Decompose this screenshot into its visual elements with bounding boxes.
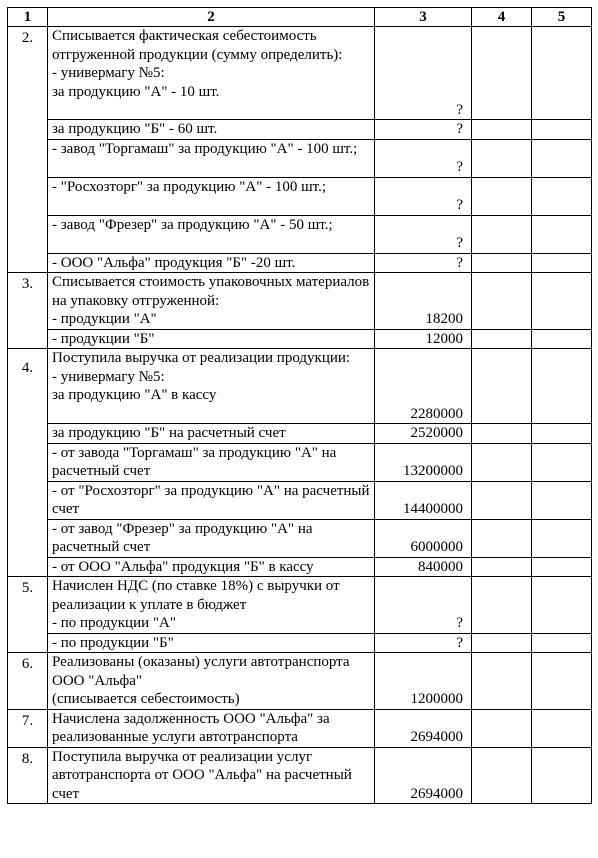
entry-line-row <box>8 349 592 424</box>
entry-line-row <box>8 443 592 481</box>
entry-line-row <box>8 27 592 120</box>
entry-line-row <box>8 557 592 577</box>
ledger-table <box>7 7 592 804</box>
entry-debit-cell <box>472 481 532 519</box>
entry-line-row <box>8 577 592 634</box>
entry-amount: ? <box>375 139 472 177</box>
header-col-2: 2 <box>48 8 375 27</box>
entry-description: Поступила выручка от реализации продукции: - универмагу №5: за продукцию "А" в кассу <box>48 349 375 424</box>
entry-amount: ? <box>375 120 472 140</box>
entry-description: - от завода "Торгамаш" за продукцию "А" на расчетный счет <box>48 443 375 481</box>
entry-number: 7. <box>8 709 48 747</box>
entry-amount: ? <box>375 27 472 120</box>
entry-credit-cell <box>532 577 592 634</box>
entry-credit-cell <box>532 139 592 177</box>
entry-description: - завод "Торгамаш" за продукцию "А" - 100 шт.; <box>48 139 375 177</box>
entry-description: Реализованы (оказаны) услуги автотранспорта ООО "Альфа" (списывается себестоимость) <box>48 653 375 710</box>
entry-line-row <box>8 253 592 273</box>
entry-credit-cell <box>532 519 592 557</box>
entry-amount: 840000 <box>375 557 472 577</box>
entry-line-row <box>8 120 592 140</box>
entry-debit-cell <box>472 215 532 253</box>
entry-debit-cell <box>472 27 532 120</box>
entry-debit-cell <box>472 633 532 653</box>
entry-line-row <box>8 329 592 349</box>
entry-line-row <box>8 653 592 710</box>
entry-description: за продукцию "Б" на расчетный счет <box>48 424 375 444</box>
entry-debit-cell <box>472 120 532 140</box>
header-row <box>8 8 592 27</box>
entry-description: Списывается фактическая себестоимость отгруженной продукции (сумму определить): - универмагу №5: за продукцию "А" - 10 шт. <box>48 27 375 120</box>
entry-description: - завод "Фрезер" за продукцию "А" - 50 шт.; <box>48 215 375 253</box>
entry-number: 8. <box>8 747 48 804</box>
entry-description: - ООО "Альфа" продукция "Б" -20 шт. <box>48 253 375 273</box>
entry-amount: ? <box>375 633 472 653</box>
entry-line-row <box>8 747 592 804</box>
entry-amount: 2280000 <box>375 349 472 424</box>
entry-debit-cell <box>472 747 532 804</box>
entry-description: - по продукции "Б" <box>48 633 375 653</box>
entry-debit-cell <box>472 557 532 577</box>
entry-credit-cell <box>532 709 592 747</box>
entry-amount: 18200 <box>375 273 472 330</box>
entry-debit-cell <box>472 273 532 330</box>
entry-description: - от завод "Фрезер" за продукцию "А" на расчетный счет <box>48 519 375 557</box>
entry-line-row <box>8 273 592 330</box>
entry-line-row <box>8 139 592 177</box>
header-col-4: 4 <box>472 8 532 27</box>
entry-number: 5. <box>8 577 48 653</box>
entry-credit-cell <box>532 349 592 424</box>
entry-description: Начислена задолженность ООО "Альфа" за реализованные услуги автотранспорта <box>48 709 375 747</box>
entry-amount: 13200000 <box>375 443 472 481</box>
entry-amount: ? <box>375 215 472 253</box>
entry-amount: ? <box>375 177 472 215</box>
entry-line-row <box>8 633 592 653</box>
entry-line-row <box>8 215 592 253</box>
entry-description: Поступила выручка от реализации услуг автотранспорта от ООО "Альфа" на расчетный счет <box>48 747 375 804</box>
entry-description: Списывается стоимость упаковочных материалов на упаковку отгруженной: - продукции "А" <box>48 273 375 330</box>
entry-debit-cell <box>472 424 532 444</box>
entry-amount: 2520000 <box>375 424 472 444</box>
entry-amount: ? <box>375 253 472 273</box>
entry-credit-cell <box>532 215 592 253</box>
entry-debit-cell <box>472 709 532 747</box>
entry-credit-cell <box>532 253 592 273</box>
entry-line-row <box>8 481 592 519</box>
entry-debit-cell <box>472 177 532 215</box>
entry-description: - от ООО "Альфа" продукция "Б" в кассу <box>48 557 375 577</box>
entry-credit-cell <box>532 557 592 577</box>
entry-description: - "Росхозторг" за продукцию "А" - 100 шт.; <box>48 177 375 215</box>
entry-number: 4. <box>8 349 48 577</box>
header-col-1: 1 <box>8 8 48 27</box>
entry-amount: 2694000 <box>375 747 472 804</box>
entry-line-row <box>8 519 592 557</box>
entry-amount: 6000000 <box>375 519 472 557</box>
entry-description: - продукции "Б" <box>48 329 375 349</box>
entry-credit-cell <box>532 747 592 804</box>
entry-credit-cell <box>532 443 592 481</box>
entry-credit-cell <box>532 27 592 120</box>
entry-credit-cell <box>532 653 592 710</box>
entry-number: 6. <box>8 653 48 710</box>
entry-amount: ? <box>375 577 472 634</box>
ledger-body <box>8 8 592 804</box>
entry-credit-cell <box>532 424 592 444</box>
entry-credit-cell <box>532 329 592 349</box>
header-col-5: 5 <box>532 8 592 27</box>
entry-amount: 14400000 <box>375 481 472 519</box>
entry-debit-cell <box>472 443 532 481</box>
entry-amount: 12000 <box>375 329 472 349</box>
entry-credit-cell <box>532 177 592 215</box>
entry-number: 3. <box>8 273 48 349</box>
entry-debit-cell <box>472 577 532 634</box>
entry-amount: 2694000 <box>375 709 472 747</box>
entry-debit-cell <box>472 139 532 177</box>
entry-debit-cell <box>472 329 532 349</box>
entry-credit-cell <box>532 633 592 653</box>
entry-line-row <box>8 424 592 444</box>
entry-debit-cell <box>472 653 532 710</box>
entry-number: 2. <box>8 27 48 273</box>
header-col-3: 3 <box>375 8 472 27</box>
entry-debit-cell <box>472 253 532 273</box>
entry-line-row <box>8 709 592 747</box>
entry-description: за продукцию "Б" - 60 шт. <box>48 120 375 140</box>
entry-description: - от "Росхозторг" за продукцию "А" на расчетный счет <box>48 481 375 519</box>
entry-line-row <box>8 177 592 215</box>
entry-credit-cell <box>532 273 592 330</box>
entry-amount: 1200000 <box>375 653 472 710</box>
entry-debit-cell <box>472 349 532 424</box>
entry-description: Начислен НДС (по ставке 18%) с выручки от реализации к уплате в бюджет - по продукции "А" <box>48 577 375 634</box>
entry-debit-cell <box>472 519 532 557</box>
entry-credit-cell <box>532 120 592 140</box>
entry-credit-cell <box>532 481 592 519</box>
